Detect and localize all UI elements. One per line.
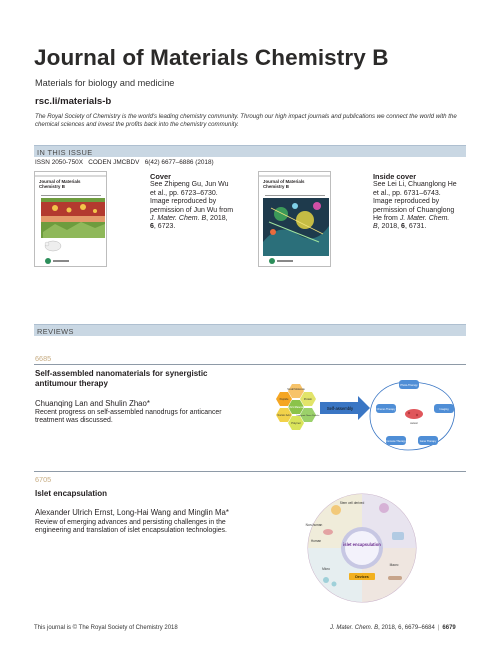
graphic-label: Human [310, 539, 322, 543]
arrow-label: Self-assembly [326, 406, 354, 411]
therapy-label: Imaging [439, 408, 449, 411]
center-inner [345, 531, 379, 565]
self-assembly-graphic [258, 378, 468, 458]
graphic-label: Micro [322, 567, 330, 571]
footer-volume-pages: , 2018, 6, 6679–6684 [378, 625, 435, 631]
therapy-label: Gene Therapy [419, 440, 437, 443]
article-authors: Alexander Ulrich Ernst, Long-Hai Wang and Minglin Ma* [35, 508, 229, 517]
article-title[interactable]: Self-assembled nanomaterials for synergistic antitumour therapy [35, 369, 208, 388]
islet-encapsulation-graphic [296, 492, 428, 604]
footer-page-number: 6679 [442, 625, 456, 631]
reviews-label: REVIEWS [37, 327, 74, 336]
therapy-label: Chemo-Therapy [376, 408, 396, 411]
front-cover-caption-page: , 6723. [153, 223, 176, 231]
journal-subtitle: Materials for biology and medicine [35, 78, 175, 88]
footer-journal: J. Mater. Chem. B [330, 625, 379, 631]
inside-cover-caption-journal: J. Mater. Chem. B [373, 215, 450, 231]
inside-cover-title: Inside cover [373, 172, 417, 181]
inside-cover-caption-volume: 6 [401, 223, 405, 231]
article-divider [34, 364, 466, 365]
journal-url-link[interactable]: rsc.li/materials-b [35, 96, 112, 107]
article-page-number[interactable]: 6685 [35, 354, 52, 363]
article-title[interactable]: Islet encapsulation [35, 489, 108, 498]
hex-label: Hybrid Materials [287, 406, 305, 409]
devices-label: Devices [355, 575, 369, 579]
therapy-label: Photo-Therapy [400, 384, 418, 387]
reviews-bar [34, 324, 466, 336]
graphic-label: Non-human [305, 523, 323, 527]
hex-label: Protein [303, 398, 313, 401]
article-authors: Chuanqing Lan and Shulin Zhao* [35, 399, 150, 408]
organism-icon [323, 529, 333, 535]
graphic-label: Macro [389, 563, 399, 567]
macro-device-icon [388, 576, 402, 580]
in-this-issue-label: IN THIS ISSUE [37, 148, 93, 157]
cell-cluster-icon [331, 505, 341, 515]
article-page-number[interactable]: 6705 [35, 475, 52, 484]
front-cover-image[interactable] [34, 171, 107, 267]
hex-label: Inorganic Nano Particle [296, 415, 320, 417]
inside-cover-caption [373, 173, 457, 232]
hex-label: Small Molecule [287, 388, 305, 391]
front-cover-thumb-title: Journal of Materials Chemistry B [39, 179, 81, 189]
inside-cover-image[interactable] [258, 171, 331, 267]
cell-cluster-icon [379, 503, 389, 513]
front-cover-caption [150, 173, 234, 232]
issn-line: ISSN 2050-750X CODEN JMCBDV 6(42) 6677–6886 (2018) [35, 159, 214, 166]
journal-title: Journal of Materials Chemistry B [34, 45, 389, 70]
in-this-issue-bar [34, 145, 466, 157]
cancer-cell-icon [405, 409, 423, 419]
front-cover-title: Cover [150, 172, 171, 181]
hex-label: Nucleic Acid [277, 414, 291, 417]
microcapsule-icon [332, 582, 337, 587]
therapy-label: Immune Therapy [386, 440, 406, 443]
microcapsule-icon [323, 577, 329, 583]
front-cover-caption-journal: J. Mater. Chem. B [150, 215, 207, 223]
device-icon [392, 532, 404, 540]
hex-shape [288, 384, 304, 398]
inside-cover-caption-year: , 2018, [377, 223, 402, 231]
rsc-statement: The Royal Society of Chemistry is the world's leading chemistry community. Through our high impact journals and publications we connect the world with the chemical sciences and invest the profits back into the chemistry community. [35, 113, 457, 128]
hex-label: Peptide [279, 398, 289, 401]
hex-label: Polymer [291, 422, 301, 425]
footer-copyright: This journal is © The Royal Society of Chemistry 2018 [34, 625, 178, 631]
center-label: islet encapsulation [343, 542, 381, 547]
inside-cover-caption-page: , 6731. [404, 223, 427, 231]
footer-separator: | [437, 625, 440, 631]
article-divider [34, 471, 466, 472]
article-abstract: Review of emerging advances and persisting challenges in the engineering and translation of islet encapsulation technologies. [35, 519, 227, 535]
article-toc-graphic [258, 378, 468, 458]
article-abstract: Recent progress on self-assembled nanodrugs for anticancer treatment was discussed. [35, 409, 222, 425]
graphic-label: Stem cell derived [339, 501, 365, 505]
inside-cover-caption-text: See Lei Li, Chuanglong He et al., pp. 6731–6743. Image reproduced by permission of Chuanglong He from [373, 181, 457, 223]
front-cover-caption-volume: 6 [150, 223, 154, 231]
inside-cover-thumb-title: Journal of Materials Chemistry B [263, 179, 305, 189]
cancer-label: cancer [410, 422, 418, 425]
footer-citation [330, 625, 456, 631]
front-cover-caption-year: , 2018, [206, 215, 228, 223]
front-cover-caption-text: See Zhipeng Gu, Jun Wu et al., pp. 6723–6730. Image reproduced by permission of Jun Wu from [150, 181, 234, 214]
article-toc-graphic [296, 492, 428, 604]
